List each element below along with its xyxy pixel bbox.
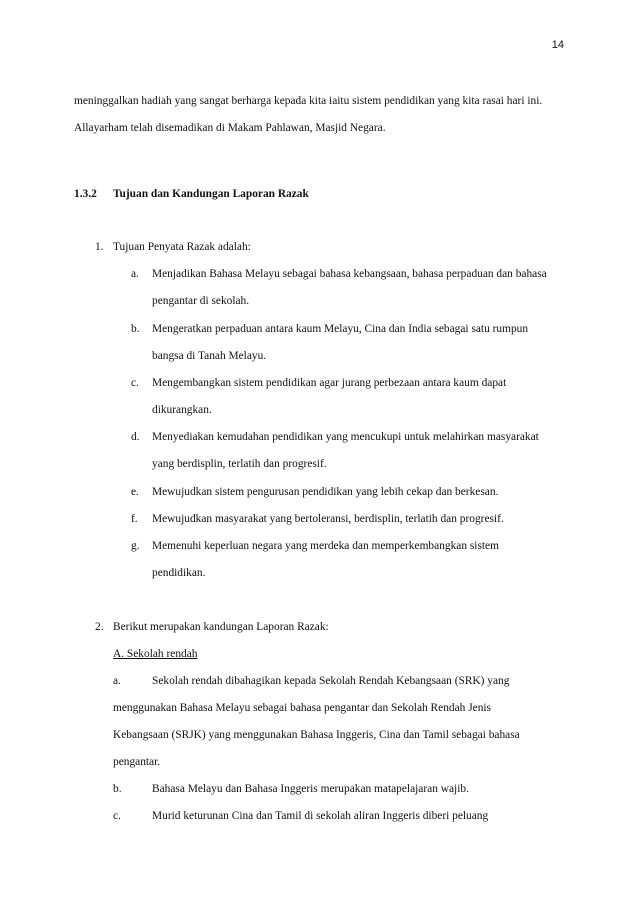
item-marker: a. — [113, 675, 121, 687]
section-number: 1.3.2 — [74, 188, 97, 200]
list-marker: 1. — [95, 241, 104, 253]
item-marker: c. — [113, 810, 121, 822]
list-heading: Tujuan Penyata Razak adalah: — [113, 241, 251, 253]
item-text: pengantar. — [113, 756, 161, 768]
list-heading: Berikut merupakan kandungan Laporan Razak: — [113, 621, 329, 633]
item-marker: a. — [131, 268, 139, 280]
body-text-line: meninggalkan hadiah yang sangat berharga kepada kita iaitu sistem pendidikan yang kita rasai hari ini. — [74, 95, 543, 107]
item-text: Mengembangkan sistem pendidikan agar jurang perbezaan antara kaum dapat — [152, 377, 507, 389]
body-text-line: Allayarham telah disemadikan di Makam Pahlawan, Masjid Negara. — [74, 122, 386, 134]
item-text: Kebangsaan (SRJK) yang menggunakan Bahasa Inggeris, Cina dan Tamil sebagai bahasa — [113, 729, 520, 741]
item-text: Bahasa Melayu dan Bahasa Inggeris merupakan matapelajaran wajib. — [152, 783, 469, 795]
item-text: bangsa di Tanah Melayu. — [152, 350, 267, 362]
section-title: Tujuan dan Kandungan Laporan Razak — [113, 188, 309, 200]
item-marker: g. — [131, 540, 140, 552]
subheading: A. Sekolah rendah — [113, 648, 198, 660]
item-text: Menjadikan Bahasa Melayu sebagai bahasa kebangsaan, bahasa perpaduan dan bahasa — [152, 268, 547, 280]
item-marker: d. — [131, 431, 140, 443]
item-text: Murid keturunan Cina dan Tamil di sekolah aliran Inggeris diberi peluang — [152, 810, 489, 822]
item-text: pendidikan. — [152, 567, 206, 579]
item-text: Memenuhi keperluan negara yang merdeka dan memperkembangkan sistem — [152, 540, 499, 552]
item-text: yang berdisplin, terlatih dan progresif. — [152, 458, 327, 470]
item-text: Mewujudkan sistem pengurusan pendidikan yang lebih cekap dan berkesan. — [152, 486, 499, 498]
item-marker: f. — [131, 513, 138, 525]
item-text: menggunakan Bahasa Melayu sebagai bahasa pengantar dan Sekolah Rendah Jenis — [113, 702, 491, 714]
list-marker: 2. — [95, 621, 104, 633]
item-marker: c. — [131, 377, 139, 389]
item-text: Mengeratkan perpaduan antara kaum Melayu, Cina dan India sebagai satu rumpun — [152, 323, 529, 335]
item-marker: e. — [131, 486, 139, 498]
item-marker: b. — [131, 323, 140, 335]
item-text: Menyediakan kemudahan pendidikan yang mencukupi untuk melahirkan masyarakat — [152, 431, 539, 443]
item-marker: b. — [113, 783, 122, 795]
item-text: Mewujudkan masyarakat yang bertoleransi, berdisplin, terlatih dan progresif. — [152, 513, 504, 525]
page-number: 14 — [551, 39, 564, 51]
item-text: pengantar di sekolah. — [152, 295, 250, 307]
item-text: dikurangkan. — [152, 404, 212, 416]
item-text: Sekolah rendah dibahagikan kepada Sekolah Rendah Kebangsaan (SRK) yang — [152, 675, 510, 687]
